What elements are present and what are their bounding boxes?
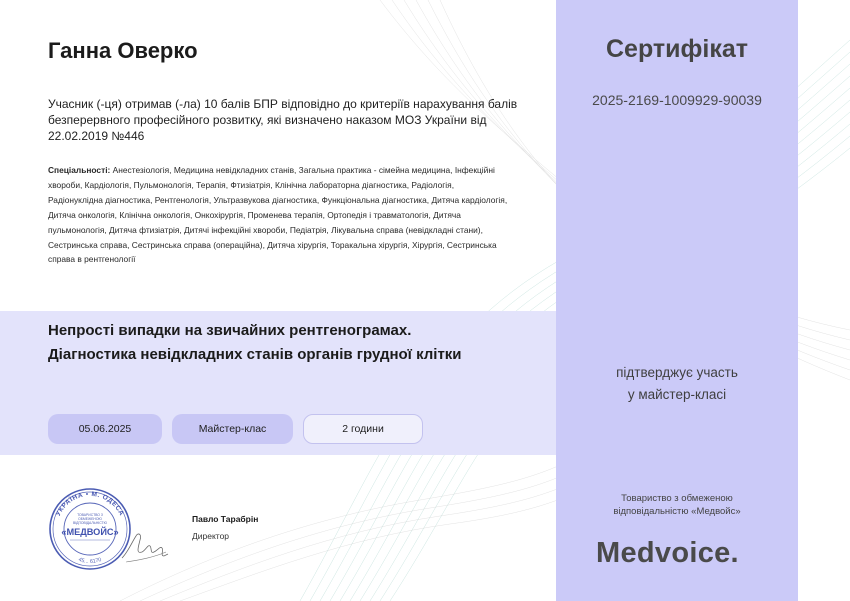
course-date-badge: 05.06.2025 — [48, 414, 162, 444]
stamp-name-text: «МЕДВОЙС» — [61, 527, 119, 537]
participation-confirmation — [556, 362, 798, 406]
course-duration-badge: 2 години — [303, 414, 423, 444]
specialties-label: Спеціальності: — [48, 165, 111, 175]
certificate-title: Сертифікат — [606, 35, 748, 63]
medvoice-logo-text: Medvoice. — [596, 536, 739, 569]
recipient-name: Ганна Оверко — [48, 38, 198, 63]
director-signature — [118, 522, 170, 566]
company-name-line-2: відповідальністю «Медвойс» — [613, 506, 741, 517]
stamp-top-text: УКРАЇНА • М. ОДЕСА — [54, 490, 126, 518]
stamp-code-text: 45... 6170 — [77, 556, 103, 566]
svg-text:45... 6170 — [78, 557, 103, 565]
director-title: Директор — [192, 531, 230, 541]
director-name: Павло Тарабрін — [192, 514, 259, 524]
medvoice-logo — [596, 535, 739, 571]
credit-statement: Учасник (-ця) отримав (-ла) 10 балів БПР відповідно до критеріїв нарахування балів безперервного професійного розвитку, які визначено наказом МОЗ України від 22.02.2019 №446 — [48, 97, 518, 143]
specialties-list: Анестезіологія, Медицина невідкладних станів, Загальна практика - сімейна медицина, Інфекційні хвороби, Кардіологія, Пульмонологія, Терапія, Фтизіатрія, Клінічна лабораторна діагностика, Радіологія, Радіонуклідна діагностика, Рентгенологія, Ультразвукова діагностика, Функціональна діагностика, Дитяча кардіологія, Дитяча онкологія, Клінічна онкологія, Онкохірургія, Променева терапія, Ортопедія і травматологія, Дитяча пульмонологія, Дитяча фтизіатрія, Дитячі інфекційні хвороби, Педіатрія, Лікувальна справа (невідкладні стани), Сестринська справа, Сестринська справа (операційна), Дитяча хірургія, Торакальна хірургія, Хірургія, Сестринська справа в рентгенології — [48, 165, 508, 265]
course-title-line-2: Діагностика невідкладних станів органів грудної клітки — [48, 346, 462, 363]
confirmation-line-2: у майстер-класі — [627, 387, 727, 402]
specialties-text — [48, 163, 510, 267]
course-title — [48, 319, 548, 367]
stamp-inner-text: ТОВАРИСТВО З ОБМЕЖЕНОЮ ВІДПОВІДАЛЬНІСТЮ — [72, 513, 108, 525]
company-name — [556, 492, 798, 518]
course-title-line-1: Непрості випадки на звичайних рентгенограмах. — [48, 322, 412, 339]
company-name-line-1: Товариство з обмеженою — [621, 493, 733, 504]
certificate-number: 2025-2169-1009929-90039 — [592, 92, 762, 108]
confirmation-line-1: підтверджує участь — [616, 365, 738, 380]
course-type-badge: Майстер-клас — [172, 414, 293, 444]
